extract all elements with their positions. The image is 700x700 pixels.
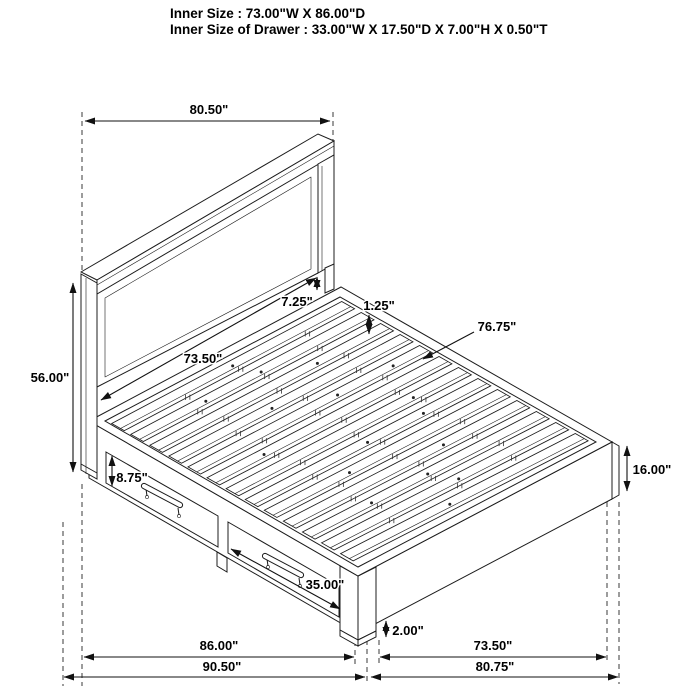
dim-ground-clearance: 2.00" (392, 623, 424, 638)
screw-hole-dot (263, 453, 266, 456)
screw-hole-dot (348, 471, 351, 474)
screw-hole-dot (316, 362, 319, 365)
dim-overall-depth: 90.50" (202, 659, 242, 674)
dim-slat-thickness: 1.25" (363, 298, 395, 313)
title-inner-size: Inner Size : 73.00"W X 86.00"D (170, 6, 366, 21)
dim-panel-gap: 7.25" (281, 294, 313, 309)
screw-hole-dot (204, 400, 207, 403)
dim-headboard-height: 56.00" (30, 370, 70, 385)
headboard-right-post (318, 155, 334, 273)
headboard-right-post-leg (325, 264, 334, 293)
dim-slat-span: 76.75" (477, 319, 517, 334)
screw-hole-dot (231, 364, 234, 367)
dim-foot-inner-width: 73.50" (473, 638, 513, 653)
screw-hole-dot (412, 396, 415, 399)
dim-overall-width: 80.75" (475, 659, 515, 674)
headboard-top-face (81, 134, 334, 280)
screw-hole-dot (270, 407, 273, 410)
bed-drawing (81, 134, 619, 646)
screw-hole-dot (260, 370, 263, 373)
dim-drawer-front-height: 8.75" (116, 470, 148, 485)
screw-hole-dot (422, 412, 425, 415)
dim-rail-height: 16.00" (632, 462, 672, 477)
screw-hole-dot (370, 501, 373, 504)
front-corner-post (340, 566, 376, 646)
dim-side-inner-depth: 86.00" (199, 638, 239, 653)
dim-headboard-inner-width: 73.50" (183, 351, 223, 366)
title-drawer-size: Inner Size of Drawer : 33.00"W X 17.50"D X 7.00"H X 0.50"T (170, 22, 548, 37)
headboard-left-post (81, 274, 97, 479)
screw-hole-dot (442, 443, 445, 446)
screw-hole-dot (426, 472, 429, 475)
screw-hole-dot (336, 394, 339, 397)
screw-hole-dot (457, 477, 460, 480)
headboard-top-band (97, 141, 334, 294)
screw-hole-dot (448, 503, 451, 506)
screw-hole-dot (366, 441, 369, 444)
dim-drawer-front-width: 35.00" (305, 577, 345, 592)
dim-headboard-width: 80.50" (189, 102, 229, 117)
screw-hole-dot (392, 364, 395, 367)
